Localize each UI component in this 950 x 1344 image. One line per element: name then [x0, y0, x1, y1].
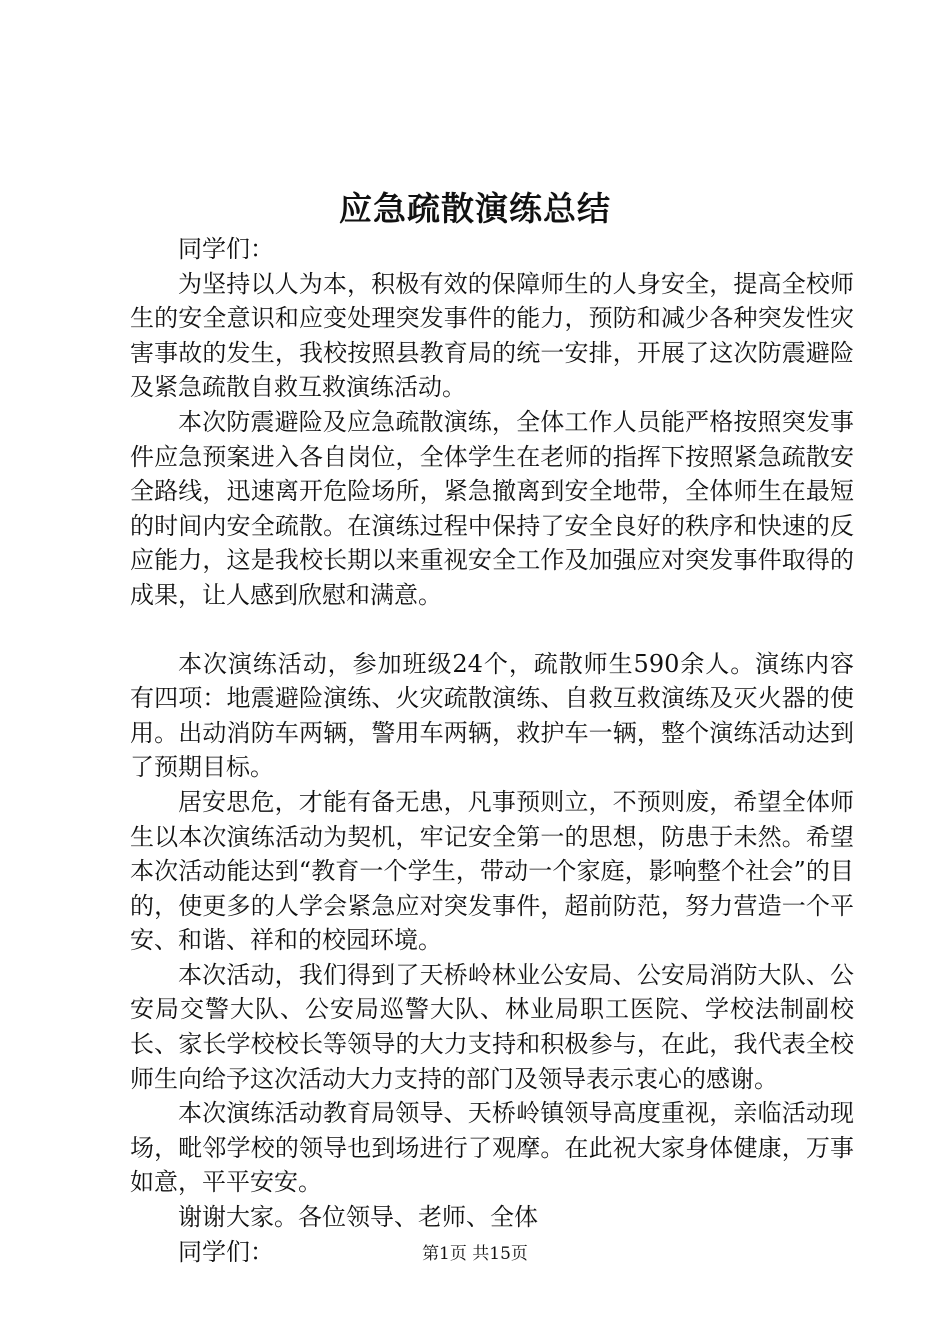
- closing-salutation: 同学们：: [178, 1237, 274, 1266]
- paragraph-safety-awareness: 居安思危，才能有备无患，凡事预则立，不预则废，希望全体师生以本次演练活动为契机，牢记安全第一的思想，防患于未然。希望本次活动能达到“教育一个学生，带动一个家庭，影响整个社会”的目的，使更多的人学会紧急应对突发事件，超前防范，努力营造一个平安、和谐、祥和的校园环境。: [130, 787, 854, 955]
- document-title: 应急疏散演练总结: [339, 189, 611, 228]
- paragraph-acknowledgements: 本次活动，我们得到了天桥岭林业公安局、公安局消防大队、公安局交警大队、公安局巡警大队、林业局职工医院、学校法制副校长、家长学校校长等领导的大力支持和积极参与，在此，我代表全校师生向给予这次活动大力支持的部门及领导表示衷心的感谢。: [130, 960, 854, 1093]
- page-footer: 第1页 共15页: [422, 1244, 528, 1264]
- paragraph-thanks: 谢谢大家。各位领导、老师、全体: [178, 1203, 538, 1232]
- paragraph-drill-summary: 本次防震避险及应急疏散演练，全体工作人员能严格按照突发事件应急预案进入各自岗位，全体学生在老师的指挥下按照紧急疏散安全路线，迅速离开危险场所，紧急撤离到安全地带，全体师生在最短的时间内安全疏散。在演练过程中保持了安全良好的秩序和快速的反应能力，这是我校长期以来重视安全工作及加强应对突发事件取得的成果，让人感到欣慰和满意。: [130, 407, 854, 609]
- paragraph-leadership: 本次演练活动教育局领导、天桥岭镇领导高度重视，亲临活动现场，毗邻学校的领导也到场进行了观摩。在此祝大家身体健康，万事如意，平平安安。: [130, 1099, 854, 1197]
- paragraph-drill-details: 本次演练活动，参加班级24个，疏散师生590余人。演练内容有四项：地震避险演练、火灾疏散演练、自救互救演练及灭火器的使用。出动消防车两辆，警用车两辆，救护车一辆，整个演练活动达到了预期目标。: [130, 649, 854, 782]
- salutation: 同学们：: [178, 235, 274, 263]
- paragraph-purpose: 为坚持以人为本，积极有效的保障师生的人身安全，提高全校师生的安全意识和应变处理突发事件的能力，预防和减少各种突发性灾害事故的发生，我校按照县教育局的统一安排，开展了这次防震避险及紧急疏散自救互救演练活动。: [130, 269, 854, 402]
- document-body: [130, 232, 854, 1269]
